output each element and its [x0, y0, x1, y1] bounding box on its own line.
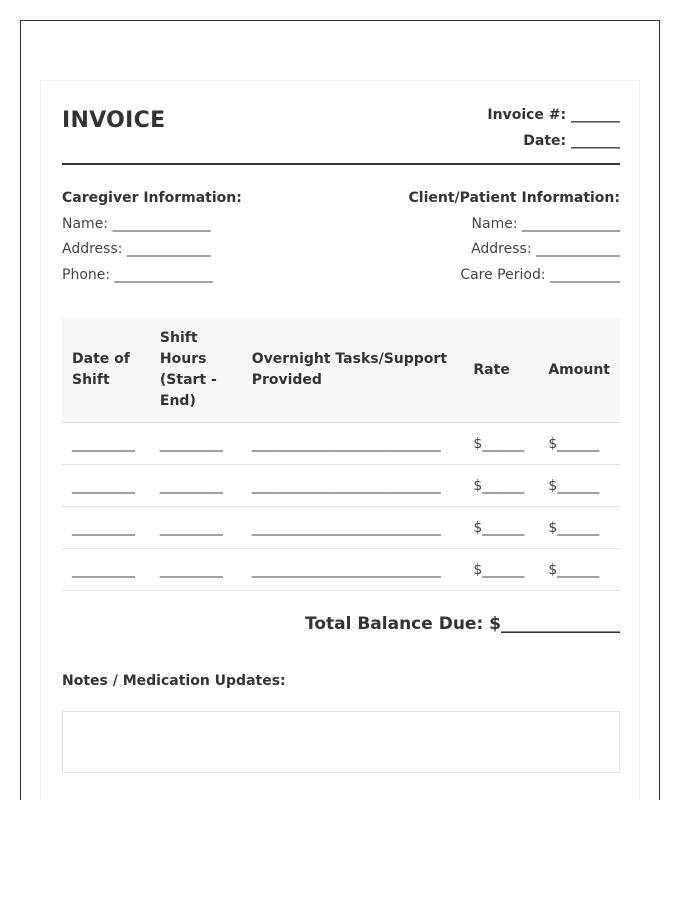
table-row [62, 423, 620, 465]
shift-table [62, 318, 620, 591]
cell-amount[interactable]: $______ [538, 465, 620, 507]
cell-rate[interactable]: $______ [463, 549, 538, 591]
cell-rate[interactable]: $______ [463, 423, 538, 465]
cell-tasks[interactable]: ___________________________ [242, 507, 464, 549]
cell-rate[interactable]: $______ [463, 465, 538, 507]
invoice-title: INVOICE [62, 108, 166, 133]
cell-shift-hours[interactable]: _________ [150, 507, 242, 549]
caregiver-info-heading: Caregiver Information: [62, 190, 242, 206]
client-address-field[interactable]: Address: ____________ [471, 241, 620, 257]
client-name-field[interactable]: Name: ______________ [471, 216, 620, 232]
cell-amount[interactable]: $______ [538, 423, 620, 465]
column-header-amount: Amount [538, 318, 620, 423]
total-balance-due[interactable]: Total Balance Due: $______________ [304, 614, 620, 634]
notes-label: Notes / Medication Updates: [62, 673, 286, 689]
notes-textarea[interactable] [62, 711, 620, 773]
table-row [62, 507, 620, 549]
table-header [62, 318, 620, 423]
cell-date[interactable]: _________ [62, 507, 150, 549]
table-row [62, 465, 620, 507]
cell-rate[interactable]: $______ [463, 507, 538, 549]
cell-tasks[interactable]: ___________________________ [242, 549, 464, 591]
header-divider [62, 163, 620, 165]
column-header-tasks: Overnight Tasks/Support Provided [242, 318, 464, 423]
invoice-number-field[interactable]: Invoice #: _______ [487, 107, 620, 123]
cell-date[interactable]: _________ [62, 423, 150, 465]
cell-date[interactable]: _________ [62, 549, 150, 591]
table-row [62, 549, 620, 591]
cell-shift-hours[interactable]: _________ [150, 549, 242, 591]
cell-date[interactable]: _________ [62, 465, 150, 507]
client-info-heading: Client/Patient Information: [408, 190, 620, 206]
cell-tasks[interactable]: ___________________________ [242, 465, 464, 507]
cell-shift-hours[interactable]: _________ [150, 465, 242, 507]
cell-amount[interactable]: $______ [538, 507, 620, 549]
client-care-period-field[interactable]: Care Period: __________ [460, 267, 620, 283]
cell-amount[interactable]: $______ [538, 549, 620, 591]
invoice-date-field[interactable]: Date: _______ [523, 133, 620, 149]
column-header-rate: Rate [463, 318, 538, 423]
cell-tasks[interactable]: ___________________________ [242, 423, 464, 465]
caregiver-address-field[interactable]: Address: ____________ [62, 241, 211, 257]
column-header-date: Date of Shift [62, 318, 150, 423]
cell-shift-hours[interactable]: _________ [150, 423, 242, 465]
caregiver-name-field[interactable]: Name: ______________ [62, 216, 211, 232]
column-header-shift-hours: Shift Hours (Start - End) [150, 318, 242, 423]
caregiver-phone-field[interactable]: Phone: ______________ [62, 267, 213, 283]
